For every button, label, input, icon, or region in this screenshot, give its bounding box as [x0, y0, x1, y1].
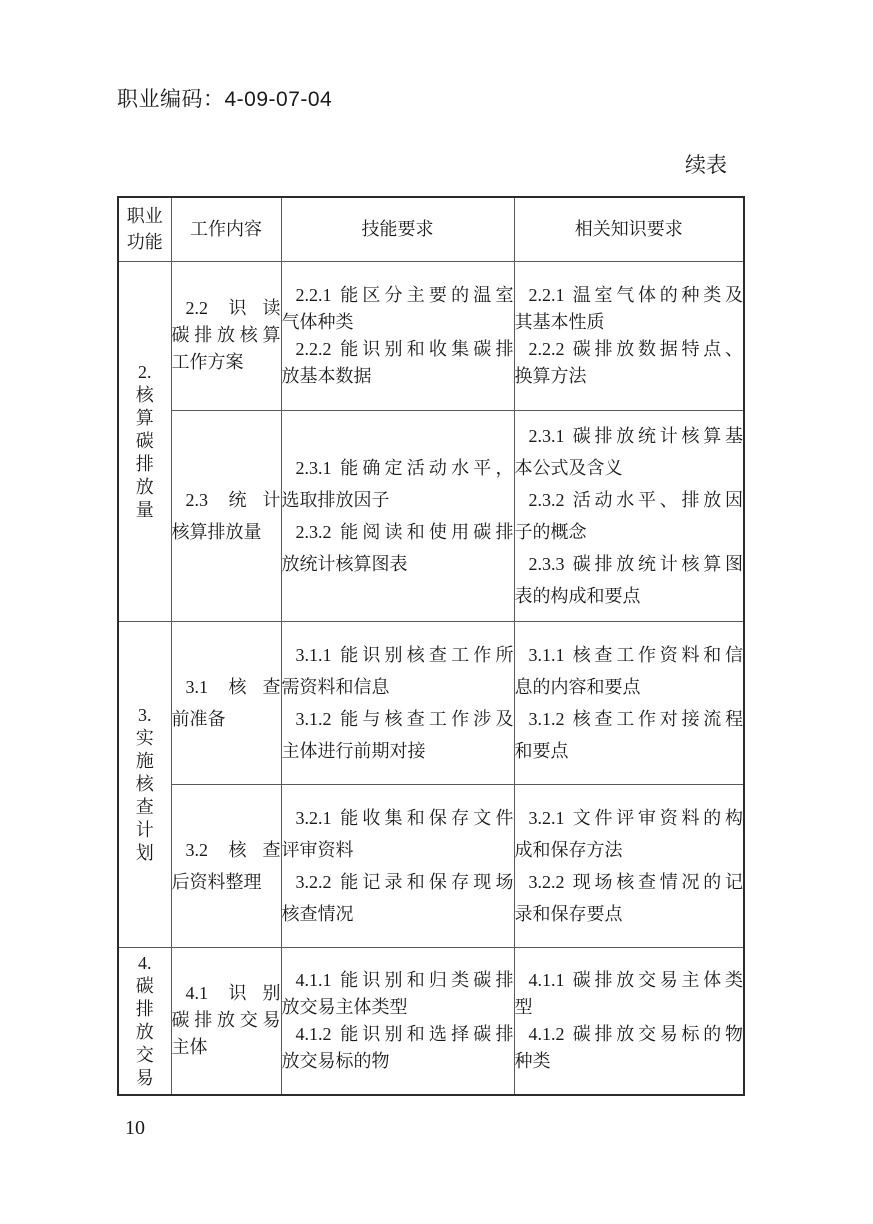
text-line: 3.1.2 核查工作对接流程: [528, 708, 743, 729]
text-line: 3.: [138, 704, 152, 725]
table-body: [118, 261, 744, 1095]
text-line: 放基本数据: [281, 365, 372, 386]
text-line: 评审资料: [281, 839, 354, 860]
text-line: 核: [135, 384, 154, 405]
text-line: 交: [135, 1044, 154, 1065]
text-line: 4.1.2 碳排放交易标的物: [528, 1023, 743, 1044]
text-line: 4.1.2 能识别和选择碳排: [295, 1023, 514, 1044]
text-line: 型: [514, 996, 533, 1017]
knowledge-cell: [514, 947, 744, 1095]
text-line: 种类: [514, 1050, 551, 1071]
skills-cell: [281, 947, 514, 1095]
text-line: 气体种类: [281, 311, 354, 332]
text-line: 2.3.1 能确定活动水平，: [295, 457, 514, 478]
text-line: 录和保存要点: [514, 903, 623, 924]
job-function-cell: [118, 621, 171, 947]
text-line: 4.1.1 能识别和归类碳排: [295, 969, 514, 990]
skills-cell: [281, 784, 514, 947]
text-line: 技能要求: [361, 219, 434, 240]
text-line: 2.3.3 碳排放统计核算图: [528, 553, 743, 574]
text-line: 职业: [126, 206, 163, 227]
text-line: 2.2.2 能识别和收集碳排: [295, 338, 514, 359]
header-cell-skill-requirements: [281, 197, 514, 261]
text-line: 3.2.2 现场核查情况的记: [528, 871, 743, 892]
text-line: 放统计核算图表: [281, 553, 408, 574]
text-line: 选取排放因子: [281, 489, 390, 510]
text-line: 计: [135, 819, 154, 840]
work-content-cell: [171, 261, 281, 410]
text-line: 实: [135, 727, 154, 748]
text-line: 碳: [135, 430, 154, 451]
work-content-cell: [171, 784, 281, 947]
text-line: 2.2 识读: [185, 298, 281, 318]
text-line: 施: [135, 750, 154, 771]
text-line: 3.1.1 核查工作资料和信: [528, 644, 743, 665]
header-cell-work-content: [171, 197, 281, 261]
text-line: 3.1.2 能与核查工作涉及: [295, 708, 514, 729]
text-line: 查: [135, 796, 154, 817]
text-line: 工作内容: [190, 219, 262, 240]
knowledge-cell: [514, 410, 744, 621]
work-content-cell: [171, 410, 281, 621]
text-line: 后资料整理: [171, 871, 262, 892]
text-line: 换算方法: [514, 365, 587, 386]
text-line: 2.3.2 能阅读和使用碳排: [295, 521, 514, 542]
text-line: 3.1.1 能识别核查工作所: [295, 644, 514, 665]
text-line: 主体进行前期对接: [281, 740, 426, 761]
text-line: 表的构成和要点: [514, 585, 641, 606]
page-number: 10: [125, 1117, 145, 1139]
text-line: 和要点: [514, 740, 569, 761]
text-line: 成和保存方法: [514, 839, 623, 860]
text-line: 2.3.1 碳排放统计核算基: [528, 425, 743, 446]
text-line: 需资料和信息: [281, 676, 390, 697]
text-line: 放交易主体类型: [281, 996, 408, 1017]
text-line: 4.1.1 碳排放交易主体类: [528, 969, 743, 990]
header-cell-knowledge-requirements: [514, 197, 744, 261]
text-line: 易: [135, 1067, 154, 1088]
text-line: 2.2.1 能区分主要的温室: [295, 284, 514, 305]
text-line: 3.2 核查: [185, 839, 281, 860]
text-line: 2.2.2 碳排放数据特点、: [528, 338, 743, 359]
text-line: 碳排放核算: [171, 325, 281, 345]
work-content-cell: [171, 621, 281, 784]
text-line: 排: [135, 453, 154, 474]
text-line: 2.: [138, 361, 152, 382]
text-line: 2.3 统计: [185, 489, 281, 510]
text-line: 4.: [138, 952, 152, 973]
text-line: 划: [135, 842, 154, 863]
text-line: 本公式及含义: [514, 457, 623, 478]
text-line: 量: [135, 499, 154, 520]
text-line: 2.3.2 活动水平、排放因: [528, 489, 743, 510]
continued-table-label: 续表: [685, 153, 727, 177]
text-line: 子的概念: [514, 521, 587, 542]
knowledge-cell: [514, 621, 744, 784]
text-line: 其基本性质: [514, 311, 605, 332]
text-line: 排: [135, 998, 154, 1019]
text-line: 功能: [126, 232, 163, 253]
text-line: 息的内容和要点: [514, 676, 641, 697]
text-line: 3.2.1 能收集和保存文件: [295, 807, 514, 828]
job-function-cell: [118, 261, 171, 621]
header-cell-job-function: [118, 197, 171, 261]
text-line: 核算排放量: [171, 521, 262, 542]
continuation-table: [117, 196, 745, 1096]
text-line: 放: [135, 1021, 154, 1042]
text-line: 放: [135, 476, 154, 497]
text-line: 2.2.1 温室气体的种类及: [528, 284, 743, 305]
work-content-cell: [171, 947, 281, 1095]
job-function-cell: [118, 947, 171, 1095]
text-line: 核查情况: [281, 903, 354, 924]
text-line: 放交易标的物: [281, 1050, 390, 1071]
text-line: 3.2.2 能记录和保存现场: [295, 871, 514, 892]
occupation-code: 职业编码：4-09-07-04: [117, 88, 333, 111]
text-line: 3.2.1 文件评审资料的构: [528, 807, 743, 828]
text-line: 算: [135, 407, 154, 428]
text-line: 4.1 识别: [185, 983, 281, 1004]
knowledge-cell: [514, 261, 744, 410]
skills-cell: [281, 410, 514, 621]
text-line: 主体: [171, 1037, 208, 1058]
text-line: 碳: [135, 975, 154, 996]
skills-cell: [281, 621, 514, 784]
text-line: 3.1 核查: [185, 676, 281, 697]
text-line: 碳排放交易: [171, 1010, 281, 1031]
text-line: 相关知识要求: [574, 219, 683, 240]
skills-cell: [281, 261, 514, 410]
table-header: [118, 197, 744, 261]
text-line: 工作方案: [171, 352, 244, 372]
text-line: 前准备: [171, 708, 226, 729]
knowledge-cell: [514, 784, 744, 947]
text-line: 核: [135, 773, 154, 794]
